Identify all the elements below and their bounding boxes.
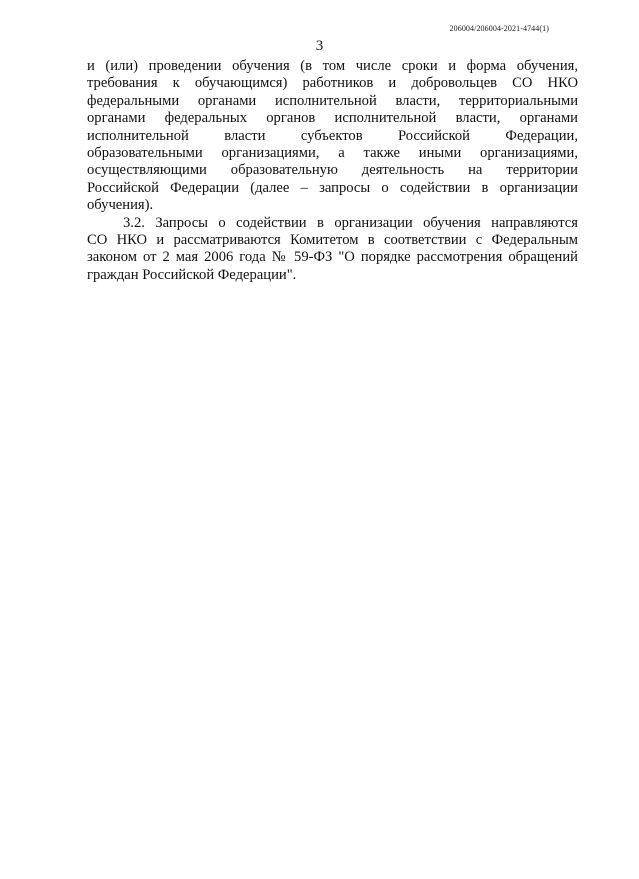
text-line: образовательными организациями, а также иными организациями, — [87, 145, 578, 162]
paragraph-3-2 — [87, 215, 578, 285]
text-line: граждан Российской Федерации". — [87, 266, 297, 283]
document-id: 206004/206004-2021-4744(1) — [449, 24, 549, 33]
text-line: требования к обучающимся) работников и добровольцев СО НКО — [87, 75, 578, 92]
paragraph-continuation — [87, 58, 578, 215]
text-line: и (или) проведении обучения (в том числе сроки и форма обучения, — [87, 58, 578, 74]
text-line: обучения). — [87, 197, 154, 214]
text-line: исполнительной власти субъектов Российской Федерации, — [87, 127, 578, 144]
text-line: Российской Федерации (далее – запросы о содействии в организации — [87, 179, 578, 196]
text-line: осуществляющими образовательную деятельность на территории — [87, 162, 578, 179]
text-line: федеральными органами исполнительной власти, территориальными — [87, 92, 578, 109]
text-line: 3.2. Запросы о содействии в организации обучения направляются — [123, 214, 578, 231]
document-body — [87, 58, 578, 284]
text-line: органами федеральных органов исполнительной власти, органами — [87, 110, 578, 127]
text-line: СО НКО и рассматриваются Комитетом в соответствии с Федеральным — [87, 232, 578, 249]
text-line: законом от 2 мая 2006 года № 59-ФЗ "О порядке рассмотрения обращений — [87, 249, 578, 266]
page-number: 3 — [315, 38, 324, 54]
